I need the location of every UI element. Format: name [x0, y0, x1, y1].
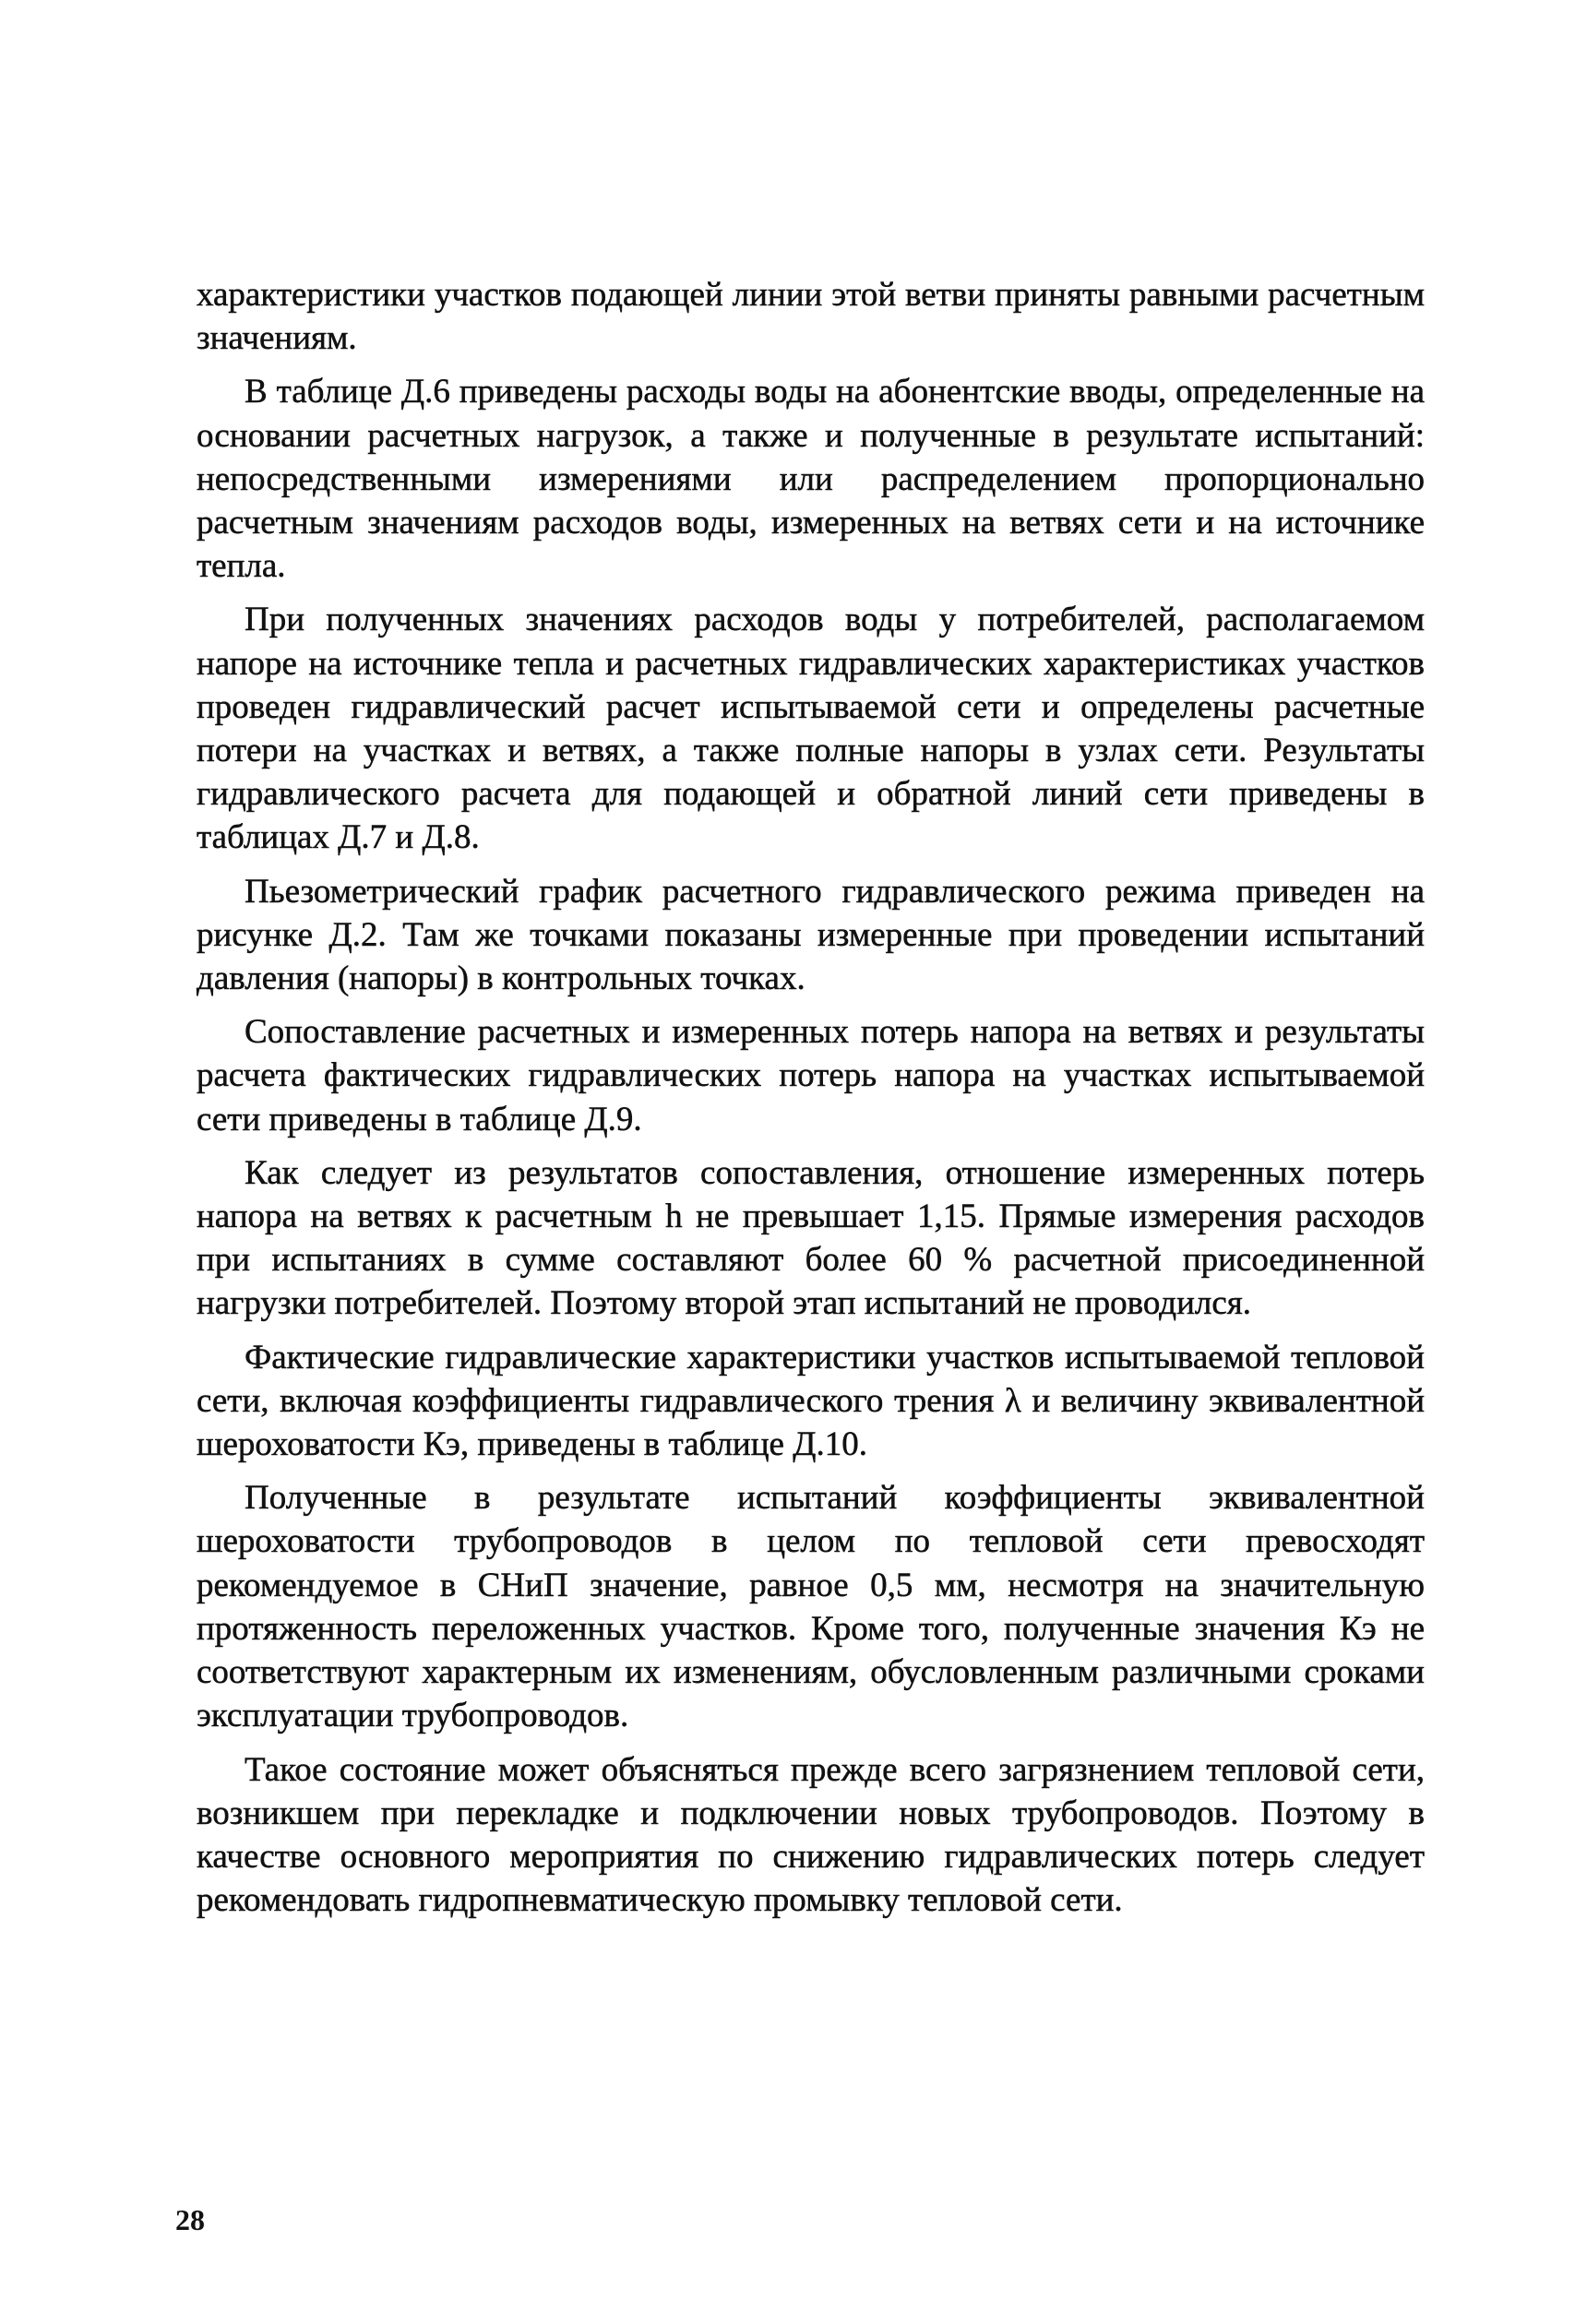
- paragraph-piezometric-graph: Пьезометрический график расчетного гидравлического режима приведен на рисунке Д.2. Там же точками показаны измеренные при проведении испытаний давления (напоры) в контрольных точках.: [197, 872, 1425, 998]
- paragraph-actual-characteristics: Фактические гидравлические характеристики участков испытываемой тепловой сети, включая коэффициенты гидравлического трения λ и величину эквивалентной шероховатости Кэ, приведены в таблице Д.10.: [197, 1338, 1425, 1464]
- page-number: 28: [175, 2203, 205, 2236]
- body-text: [197, 273, 1425, 1932]
- paragraph-continuation: характеристики участков подающей линии этой ветви приняты равными расчетным значениям.: [197, 276, 1425, 358]
- paragraph-table-d6: В таблице Д.6 приведены расходы воды на абонентские вводы, определенные на основании расчетных нагрузок, а также и полученные в результате испытаний: непосредственными измерениями или распределением пропорционально расчетным значениям расходов воды, измеренных на ветвях сети и на источнике тепла.: [197, 373, 1425, 586]
- paragraph-comparison: Сопоставление расчетных и измеренных потерь напора на ветвях и результаты расчета фактических гидравлических потерь напора на участках испытываемой сети приведены в таблице Д.9.: [197, 1013, 1425, 1138]
- paragraph-results: Как следует из результатов сопоставления, отношение измеренных потерь напора на ветвях к расчетным h не превышает 1,15. Прямые измерения расходов при испытаниях в сумме составляют более 60 % расчетной присоединенной нагрузки потребителей. Поэтому второй этап испытаний не проводился.: [197, 1153, 1425, 1323]
- paragraph-recommendation: Такое состояние может объясняться прежде всего загрязнением тепловой сети, возникшем при перекладке и подключении новых трубопроводов. Поэтому в качестве основного мероприятия по снижению гидравлических потерь следует рекомендовать гидропневматическую промывку тепловой сети.: [197, 1750, 1425, 1920]
- paragraph-hydraulic-calculation: При полученных значениях расходов воды у потребителей, располагаемом напоре на источнике тепла и расчетных гидравлических характеристиках участков проведен гидравлический расчет испытываемой сети и определены расчетные потери на участках и ветвях, а также полные напоры в узлах сети. Результаты гидравлического расчета для подающей и обратной линий сети приведены в таблицах Д.7 и Д.8.: [197, 601, 1425, 857]
- paragraph-roughness: Полученные в результате испытаний коэффициенты эквивалентной шероховатости трубопроводов в целом по тепловой сети превосходят рекомендуемое в СНиП значение, равное 0,5 мм, несмотря на значительную протяженность переложенных участков. Кроме того, полученные значения Кэ не соответствуют характерным их изменениям, обусловленным различными сроками эксплуатации трубопроводов.: [197, 1479, 1425, 1735]
